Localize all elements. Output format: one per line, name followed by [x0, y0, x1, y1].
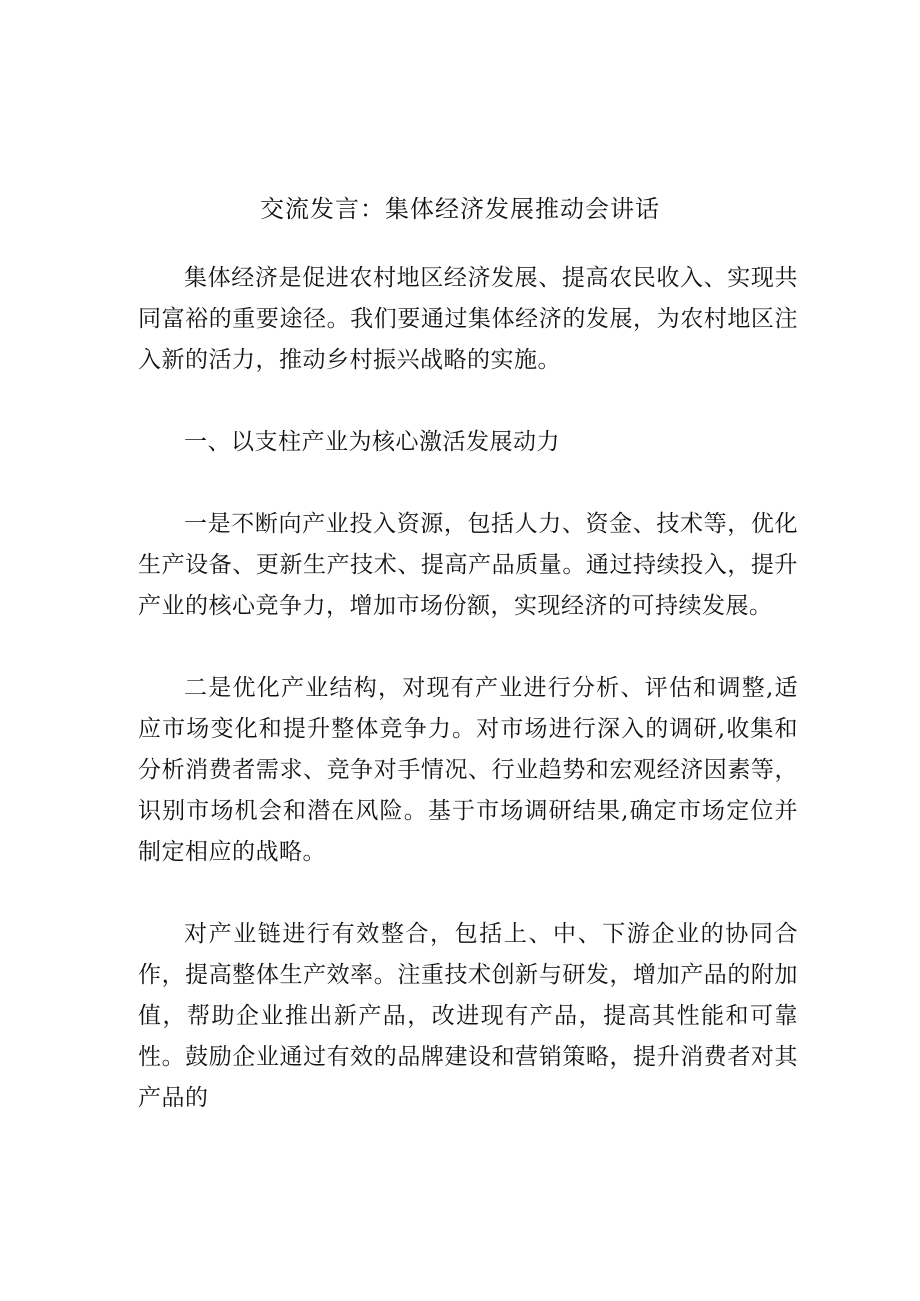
paragraph-point-2: 二是优化产业结构，对现有产业进行分析、评估和调整,适应市场变化和提升整体竞争力。对市场进行深入的调研,收集和分析消费者需求、竞争对手情况、行业趋势和宏观经济因素等，识别市场机会和潜在风险。基于市场调研结果,确定市场定位并制定相应的战略。 [138, 675, 798, 865]
paragraph-point-1: 一是不断向产业投入资源，包括人力、资金、技术等，优化生产设备、更新生产技术、提高产品质量。通过持续投入，提升产业的核心竞争力，增加市场份额，实现经济的可持续发展。 [138, 511, 798, 619]
section-heading-1: 一、以支柱产业为核心激活发展动力 [184, 429, 560, 455]
paragraph-industry-chain: 对产业链进行有效整合，包括上、中、下游企业的协同合作，提高整体生产效率。注重技术创新与研发，增加产品的附加值，帮助企业推出新产品，改进现有产品，提高其性能和可靠性。鼓励企业通过有效的品牌建设和营销策略，提升消费者对其产品的 [138, 921, 798, 1111]
paragraph-intro: 集体经济是促进农村地区经济发展、提高农民收入、实现共同富裕的重要途径。我们要通过集体经济的发展，为农村地区注入新的活力，推动乡村振兴战略的实施。 [138, 265, 798, 373]
document-title: 交流发言：集体经济发展推动会讲话 [260, 195, 660, 223]
document-body [138, 258, 798, 1160]
